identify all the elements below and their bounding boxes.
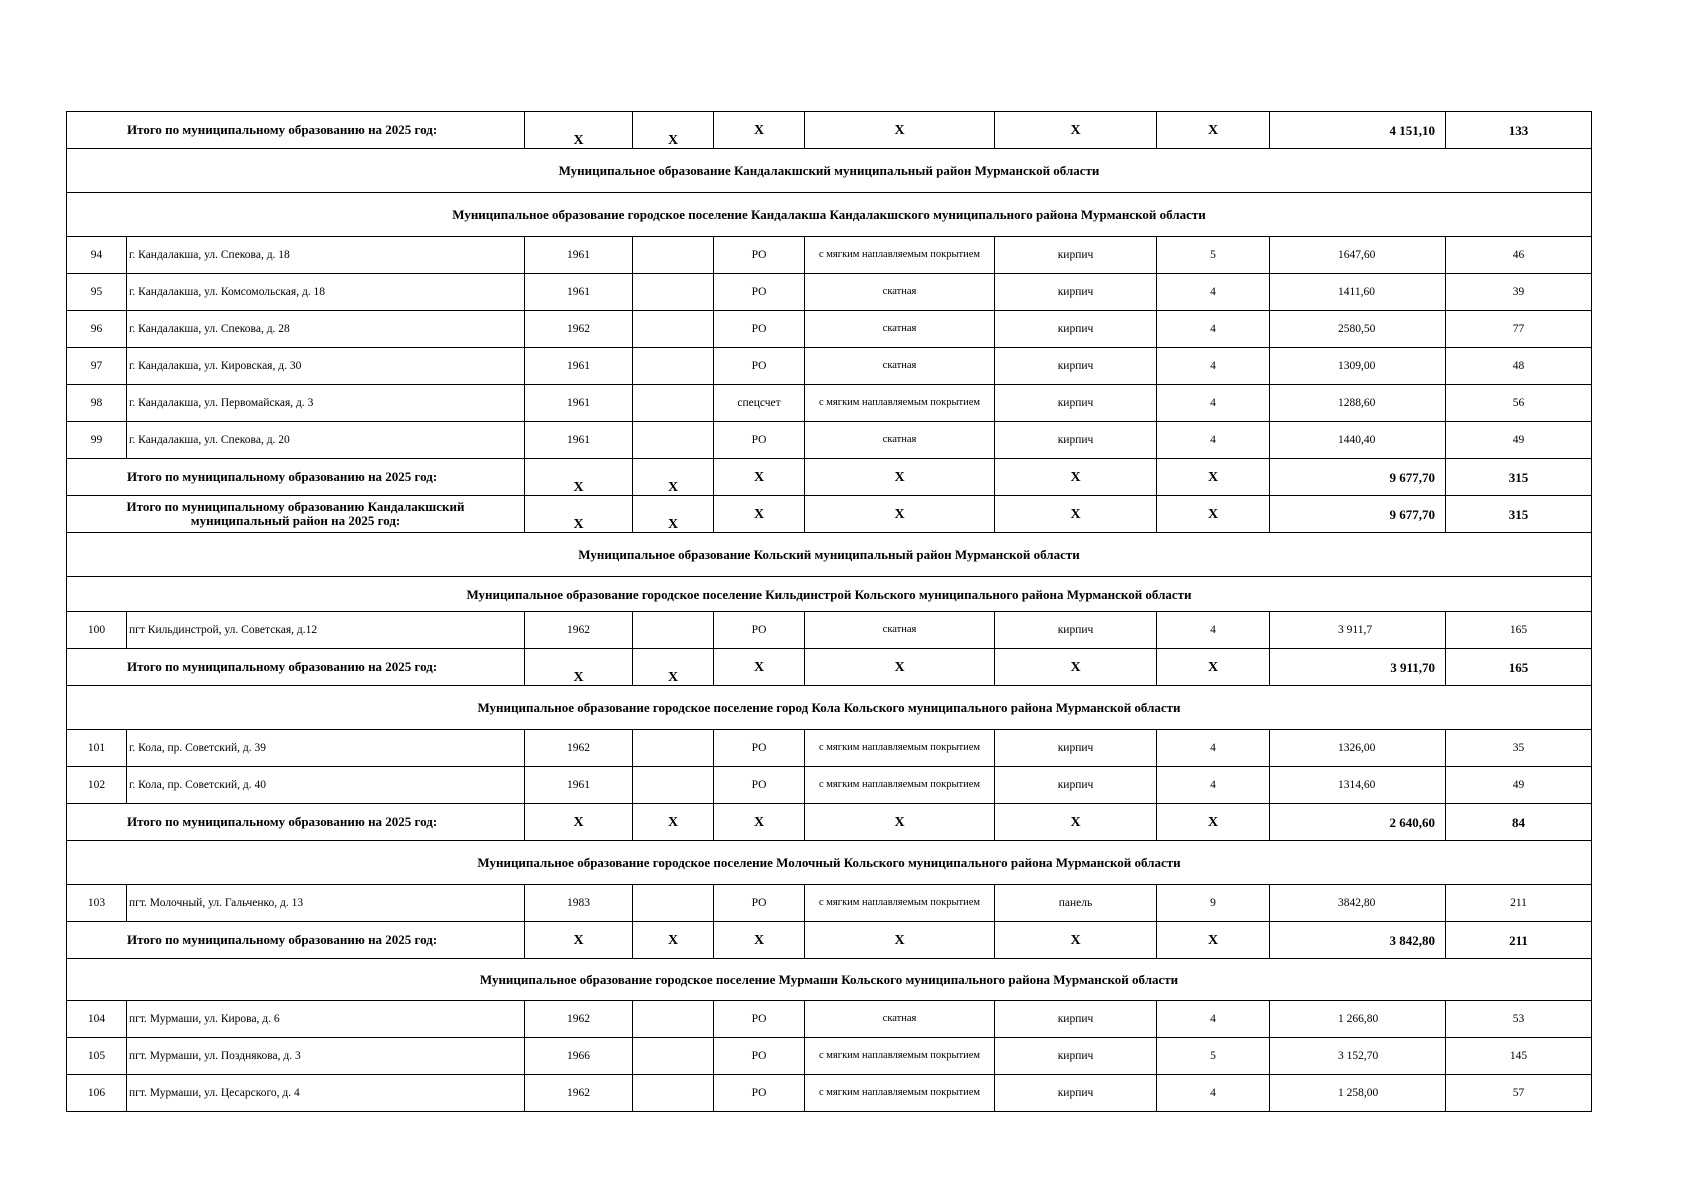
empty-cell — [633, 767, 714, 804]
x-mark: X — [633, 496, 714, 533]
x-mark: X — [633, 112, 714, 149]
area-cell: 1 258,00 — [1270, 1075, 1446, 1112]
section-header-row — [67, 959, 1592, 1001]
table-row — [67, 348, 1592, 385]
x-mark: X — [1157, 112, 1270, 149]
x-mark: X — [633, 804, 714, 841]
x-mark: X — [1157, 649, 1270, 686]
account-type-cell: РО — [714, 1075, 805, 1112]
empty-cell — [633, 274, 714, 311]
area-cell: 1326,00 — [1270, 730, 1446, 767]
residents-cell: 39 — [1446, 274, 1592, 311]
floors-cell: 4 — [1157, 612, 1270, 649]
area-cell: 1314,60 — [1270, 767, 1446, 804]
empty-cell — [633, 311, 714, 348]
wall-material-cell: кирпич — [995, 1001, 1157, 1038]
year-cell: 1962 — [525, 1075, 633, 1112]
residents-cell: 57 — [1446, 1075, 1592, 1112]
x-mark: X — [805, 496, 995, 533]
row-number: 96 — [67, 311, 127, 348]
row-number: 103 — [67, 885, 127, 922]
x-mark: X — [525, 804, 633, 841]
year-cell: 1961 — [525, 767, 633, 804]
account-type-cell: РО — [714, 311, 805, 348]
floors-cell: 4 — [1157, 385, 1270, 422]
register-rows — [67, 112, 1592, 1112]
year-cell: 1962 — [525, 311, 633, 348]
year-cell: 1961 — [525, 274, 633, 311]
account-type-cell: спецсчет — [714, 385, 805, 422]
address-cell: г. Кандалакша, ул. Спекова, д. 28 — [127, 311, 525, 348]
address-cell: г. Кола, пр. Советский, д. 39 — [127, 730, 525, 767]
address-cell: г. Кандалакша, ул. Спекова, д. 20 — [127, 422, 525, 459]
x-mark: X — [633, 649, 714, 686]
total-count: 211 — [1446, 922, 1592, 959]
roof-type-cell: скатная — [805, 348, 995, 385]
section-header: Муниципальное образование Кольский муниципальный район Мурманской области — [67, 533, 1592, 577]
floors-cell: 9 — [1157, 885, 1270, 922]
address-cell: пгт. Мурмаши, ул. Позднякова, д. 3 — [127, 1038, 525, 1075]
x-mark: X — [805, 922, 995, 959]
residents-cell: 77 — [1446, 311, 1592, 348]
table-row — [67, 1038, 1592, 1075]
wall-material-cell: панель — [995, 885, 1157, 922]
row-number: 104 — [67, 1001, 127, 1038]
address-cell: г. Кандалакша, ул. Первомайская, д. 3 — [127, 385, 525, 422]
year-cell: 1962 — [525, 1001, 633, 1038]
total-label: Итого по муниципальному образованию на 2025 год: — [67, 459, 525, 496]
residents-cell: 46 — [1446, 237, 1592, 274]
address-cell: г. Кандалакша, ул. Комсомольская, д. 18 — [127, 274, 525, 311]
roof-type-cell: с мягким наплавляемым покрытием — [805, 885, 995, 922]
account-type-cell: РО — [714, 612, 805, 649]
section-header: Муниципальное образование Кандалакшский муниципальный район Мурманской области — [67, 149, 1592, 193]
x-mark: X — [1157, 922, 1270, 959]
table-row — [67, 385, 1592, 422]
area-cell: 1 266,80 — [1270, 1001, 1446, 1038]
row-number: 102 — [67, 767, 127, 804]
row-number: 98 — [67, 385, 127, 422]
total-label: Итого по муниципальному образованию на 2025 год: — [67, 649, 525, 686]
x-mark: X — [995, 804, 1157, 841]
roof-type-cell: с мягким наплавляемым покрытием — [805, 1075, 995, 1112]
x-mark: X — [1157, 804, 1270, 841]
total-area: 3 911,70 — [1270, 649, 1446, 686]
year-cell: 1962 — [525, 730, 633, 767]
address-cell: г. Кола, пр. Советский, д. 40 — [127, 767, 525, 804]
x-mark: X — [1157, 496, 1270, 533]
year-cell: 1961 — [525, 348, 633, 385]
section-header-row — [67, 149, 1592, 193]
address-cell: пгт. Мурмаши, ул. Цесарского, д. 4 — [127, 1075, 525, 1112]
x-mark: X — [633, 922, 714, 959]
table-row — [67, 730, 1592, 767]
empty-cell — [633, 885, 714, 922]
residents-cell: 35 — [1446, 730, 1592, 767]
x-mark: X — [525, 922, 633, 959]
floors-cell: 4 — [1157, 767, 1270, 804]
wall-material-cell: кирпич — [995, 348, 1157, 385]
empty-cell — [633, 348, 714, 385]
total-count: 315 — [1446, 459, 1592, 496]
section-header-row — [67, 577, 1592, 612]
total-row — [67, 112, 1592, 149]
x-mark: X — [525, 112, 633, 149]
floors-cell: 5 — [1157, 1038, 1270, 1075]
wall-material-cell: кирпич — [995, 1075, 1157, 1112]
residents-cell: 145 — [1446, 1038, 1592, 1075]
account-type-cell: РО — [714, 422, 805, 459]
address-cell: пгт. Молочный, ул. Гальченко, д. 13 — [127, 885, 525, 922]
wall-material-cell: кирпич — [995, 730, 1157, 767]
area-cell: 1288,60 — [1270, 385, 1446, 422]
x-mark: X — [525, 649, 633, 686]
wall-material-cell: кирпич — [995, 311, 1157, 348]
table-row — [67, 612, 1592, 649]
wall-material-cell: кирпич — [995, 767, 1157, 804]
empty-cell — [633, 730, 714, 767]
total-label: Итого по муниципальному образованию на 2025 год: — [67, 804, 525, 841]
residents-cell: 165 — [1446, 612, 1592, 649]
total-area: 4 151,10 — [1270, 112, 1446, 149]
row-number: 94 — [67, 237, 127, 274]
x-mark: X — [805, 112, 995, 149]
row-number: 95 — [67, 274, 127, 311]
empty-cell — [633, 1001, 714, 1038]
residents-cell: 53 — [1446, 1001, 1592, 1038]
roof-type-cell: с мягким наплавляемым покрытием — [805, 1038, 995, 1075]
table-row — [67, 767, 1592, 804]
roof-type-cell: скатная — [805, 274, 995, 311]
floors-cell: 4 — [1157, 348, 1270, 385]
area-cell: 1647,60 — [1270, 237, 1446, 274]
total-count: 84 — [1446, 804, 1592, 841]
account-type-cell: РО — [714, 1038, 805, 1075]
total-area: 3 842,80 — [1270, 922, 1446, 959]
residents-cell: 211 — [1446, 885, 1592, 922]
floors-cell: 4 — [1157, 1001, 1270, 1038]
total-label: Итого по муниципальному образованию на 2025 год: — [67, 922, 525, 959]
empty-cell — [633, 1075, 714, 1112]
floors-cell: 4 — [1157, 730, 1270, 767]
total-area: 2 640,60 — [1270, 804, 1446, 841]
account-type-cell: РО — [714, 730, 805, 767]
roof-type-cell: скатная — [805, 1001, 995, 1038]
wall-material-cell: кирпич — [995, 612, 1157, 649]
total-count: 133 — [1446, 112, 1592, 149]
account-type-cell: РО — [714, 274, 805, 311]
roof-type-cell: скатная — [805, 612, 995, 649]
table-row — [67, 237, 1592, 274]
area-cell: 1411,60 — [1270, 274, 1446, 311]
wall-material-cell: кирпич — [995, 1038, 1157, 1075]
table-row — [67, 311, 1592, 348]
x-mark: X — [805, 649, 995, 686]
x-mark: X — [714, 649, 805, 686]
table-row — [67, 1075, 1592, 1112]
area-cell: 3 911,7 — [1270, 612, 1446, 649]
year-cell: 1962 — [525, 612, 633, 649]
row-number: 97 — [67, 348, 127, 385]
total-row — [67, 804, 1592, 841]
empty-cell — [633, 612, 714, 649]
section-header-row — [67, 193, 1592, 237]
address-cell: пгт Кильдинстрой, ул. Советская, д.12 — [127, 612, 525, 649]
x-mark: X — [995, 496, 1157, 533]
year-cell: 1961 — [525, 237, 633, 274]
roof-type-cell: с мягким наплавляемым покрытием — [805, 385, 995, 422]
wall-material-cell: кирпич — [995, 422, 1157, 459]
empty-cell — [633, 1038, 714, 1075]
section-header-row — [67, 686, 1592, 730]
section-header: Муниципальное образование городское поселение город Кола Кольского муниципального района Мурманской области — [67, 686, 1592, 730]
roof-type-cell: с мягким наплавляемым покрытием — [805, 237, 995, 274]
total-label: Итого по муниципальному образованию Кандалакшский муниципальный район на 2025 год: — [67, 496, 525, 533]
floors-cell: 4 — [1157, 274, 1270, 311]
wall-material-cell: кирпич — [995, 274, 1157, 311]
roof-type-cell: с мягким наплавляемым покрытием — [805, 730, 995, 767]
housing-register-table — [66, 111, 1592, 1112]
section-header: Муниципальное образование городское поселение Кандалакша Кандалакшского муниципального района Мурманской области — [67, 193, 1592, 237]
row-number: 106 — [67, 1075, 127, 1112]
x-mark: X — [714, 496, 805, 533]
table-row — [67, 1001, 1592, 1038]
floors-cell: 4 — [1157, 311, 1270, 348]
x-mark: X — [805, 804, 995, 841]
x-mark: X — [633, 459, 714, 496]
total-row — [67, 649, 1592, 686]
total-area: 9 677,70 — [1270, 459, 1446, 496]
section-header: Муниципальное образование городское поселение Мурмаши Кольского муниципального района Мурманской области — [67, 959, 1592, 1001]
total-row — [67, 922, 1592, 959]
floors-cell: 5 — [1157, 237, 1270, 274]
empty-cell — [633, 237, 714, 274]
floors-cell: 4 — [1157, 1075, 1270, 1112]
x-mark: X — [525, 496, 633, 533]
total-count: 165 — [1446, 649, 1592, 686]
section-header: Муниципальное образование городское поселение Кильдинстрой Кольского муниципального района Мурманской области — [67, 577, 1592, 612]
total-count: 315 — [1446, 496, 1592, 533]
section-header-row — [67, 533, 1592, 577]
account-type-cell: РО — [714, 237, 805, 274]
x-mark: X — [714, 922, 805, 959]
x-mark: X — [1157, 459, 1270, 496]
address-cell: пгт. Мурмаши, ул. Кирова, д. 6 — [127, 1001, 525, 1038]
year-cell: 1966 — [525, 1038, 633, 1075]
area-cell: 3842,80 — [1270, 885, 1446, 922]
roof-type-cell: скатная — [805, 311, 995, 348]
floors-cell: 4 — [1157, 422, 1270, 459]
wall-material-cell: кирпич — [995, 385, 1157, 422]
year-cell: 1961 — [525, 422, 633, 459]
wall-material-cell: кирпич — [995, 237, 1157, 274]
area-cell: 1309,00 — [1270, 348, 1446, 385]
account-type-cell: РО — [714, 767, 805, 804]
total-row — [67, 496, 1592, 533]
roof-type-cell: скатная — [805, 422, 995, 459]
area-cell: 3 152,70 — [1270, 1038, 1446, 1075]
residents-cell: 49 — [1446, 422, 1592, 459]
empty-cell — [633, 385, 714, 422]
section-header-row — [67, 841, 1592, 885]
row-number: 100 — [67, 612, 127, 649]
x-mark: X — [995, 459, 1157, 496]
account-type-cell: РО — [714, 885, 805, 922]
total-label: Итого по муниципальному образованию на 2025 год: — [67, 112, 525, 149]
total-row — [67, 459, 1592, 496]
residents-cell: 48 — [1446, 348, 1592, 385]
x-mark: X — [995, 649, 1157, 686]
row-number: 101 — [67, 730, 127, 767]
x-mark: X — [805, 459, 995, 496]
section-header: Муниципальное образование городское поселение Молочный Кольского муниципального района Мурманской области — [67, 841, 1592, 885]
empty-cell — [633, 422, 714, 459]
total-area: 9 677,70 — [1270, 496, 1446, 533]
row-number: 99 — [67, 422, 127, 459]
address-cell: г. Кандалакша, ул. Кировская, д. 30 — [127, 348, 525, 385]
table-row — [67, 422, 1592, 459]
x-mark: X — [714, 459, 805, 496]
x-mark: X — [995, 922, 1157, 959]
area-cell: 2580,50 — [1270, 311, 1446, 348]
address-cell: г. Кандалакша, ул. Спекова, д. 18 — [127, 237, 525, 274]
x-mark: X — [714, 112, 805, 149]
x-mark: X — [714, 804, 805, 841]
year-cell: 1983 — [525, 885, 633, 922]
table-row — [67, 885, 1592, 922]
year-cell: 1961 — [525, 385, 633, 422]
roof-type-cell: с мягким наплавляемым покрытием — [805, 767, 995, 804]
residents-cell: 49 — [1446, 767, 1592, 804]
row-number: 105 — [67, 1038, 127, 1075]
account-type-cell: РО — [714, 1001, 805, 1038]
x-mark: X — [525, 459, 633, 496]
residents-cell: 56 — [1446, 385, 1592, 422]
table-row — [67, 274, 1592, 311]
area-cell: 1440,40 — [1270, 422, 1446, 459]
account-type-cell: РО — [714, 348, 805, 385]
x-mark: X — [995, 112, 1157, 149]
